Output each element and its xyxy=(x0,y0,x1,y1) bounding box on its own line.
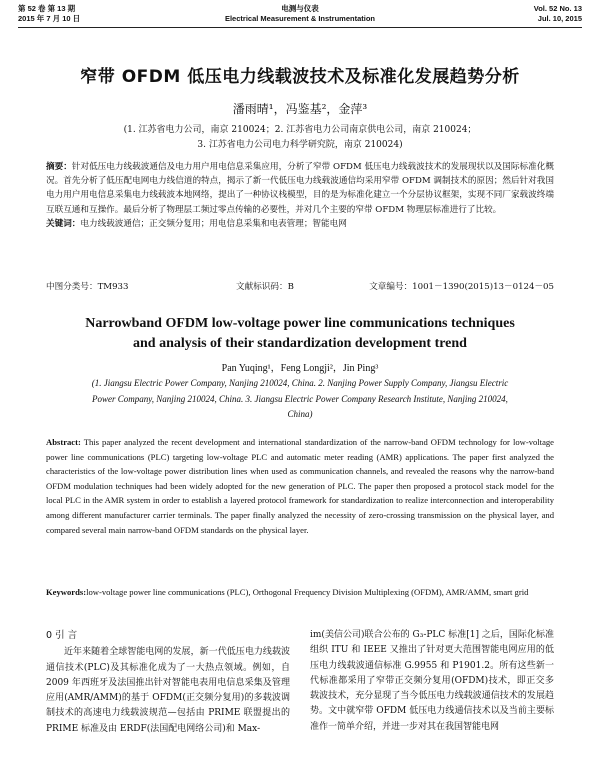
header-journal xyxy=(18,4,582,24)
paper-title-en-line2: and analysis of their standardization development trend xyxy=(133,336,467,351)
journal-name-en: Electrical Measurement & Instrumentation xyxy=(224,14,376,23)
abstract-en-text: This paper analyzed the recent development and international standardization of the narrow-band OFDM technology for low-voltage power line communications (PLC) targeting low-voltage PLC and automatic meter reading (AMR) applications. The paper first analyzed the characteristics of the low-voltage power distribution lines when used as communication channels, and revealed the reasons why the narrow-band OFDM modulation techniques had been widely adopted for the new generation of PLC. The paper then proposed a protocol stack model for the local PLC in the AMR system in order to establish a layered protocol framework for standardization to realize interconnection and interoperability among different manufacturer carrier terminals. The paper finally analyzed the necessity of zero-crossing transmission on the physical layer, and compared several main narrow-band OFDM standards on the physical layer. xyxy=(46,437,554,535)
classification-row xyxy=(46,280,554,292)
section-heading-introduction: 0 引 言 xyxy=(46,630,78,641)
keywords-en-label: Keywords: xyxy=(46,587,87,597)
paper-title-en-line1: Narrowband OFDM low-voltage power line communications techniques xyxy=(85,316,515,331)
abstract-en-label: Abstract: xyxy=(46,437,81,447)
clc-number: 中图分类号：TM933 xyxy=(46,282,129,292)
body-column-left xyxy=(46,628,290,737)
document-code: 文献标识码：B xyxy=(236,282,294,292)
abstract-en xyxy=(46,435,554,537)
affiliation-cn-line2: 3. 江苏省电力公司电力科学研究院，南京 210024) xyxy=(197,140,403,150)
keywords-en xyxy=(46,585,554,600)
keywords-en-text: low-voltage power line communications (PLC), Orthogonal Frequency Division Multiplexing (OFDM), AMR/AMM, smart grid xyxy=(86,587,529,597)
header-vol-en: Vol. 52 No. 13 xyxy=(533,4,582,13)
keywords-cn-text: 电力线载波通信；正交频分复用；用电信息采集和电表管理；智能电网 xyxy=(80,218,347,229)
body-column-right xyxy=(310,628,554,735)
header-date-cn: 2015 年 7 月 10 日 xyxy=(18,14,81,23)
article-number: 文章编号：1001－1390(2015)13－0124－05 xyxy=(369,282,554,292)
paper-title-cn: 窄带 OFDM 低压电力线载波技术及标准化发展趋势分析 xyxy=(80,67,520,87)
affiliation-en: (1. Jiangsu Electric Power Company, Nanjing 210024, China. 2. Nanjing Power Supply Company, Jiangsu Electric Power Company, Nanjing 210024, China. 3. Jiangsu Electric Power Company Research Institute, Nanjing 210024, China) xyxy=(91,378,509,419)
header-date-en: Jul. 10, 2015 xyxy=(537,14,582,23)
page-header xyxy=(18,4,582,26)
header-volume-issue: 第 52 卷 第 13 期 xyxy=(18,4,76,13)
keywords-cn-label: 关键词： xyxy=(46,218,81,229)
body-paragraph-right: im(美信公司)联合公布的 G₃-PLC 标准[1] 之后，国际化标准组织 ITU 和 IEEE 又推出了针对更大范围智能电网应用的低压电力线载波通信标准 G.9955 和 P1901.2。所有这些新一代标准都采用了窄带正交频分复用(OFDM)技术，即正交多载波技术，充分显现了当今低压电力线载波通信技术的发展趋势。文中就窄带 OFDM 低压电力线通信技术以及当前主要标准作一简单介绍，并进一步对其在我国智能电网 xyxy=(310,630,554,732)
authors-en: Pan Yuqing¹，Feng Longji²，Jin Ping³ xyxy=(221,363,379,374)
abstract-cn-text: 针对低压电力线载波通信及电力用户用电信息采集应用，分析了窄带 OFDM 低压电力线载波技术的发展现状以及国际标准化概况。首先分析了低压配电网电力线信道的特点，揭示了新一代低压电力线载波通信均采用窄带 OFDM 调制技术的原因；然后针对我国电力用户用电信息采集电力线载波本地网络，提出了一种协议栈模型，目的是为标准化建立一个分层协议框架，实现不同厂家载波终端互联互通和互操作。最后分析了物理层工频过零点传输的必要性，并对几个主要的窄带 OFDM 物理层标准进行了比较。 xyxy=(46,162,554,215)
body-paragraph-left: 近年来随着全球智能电网的发展，新一代低压电力线载波通信技术(PLC)及其标准化成为了一大热点领域。例如，自 2009 年西班牙及法国推出针对智能电表用电信息采集及管理应用(AMR/AMM)的基于 OFDM(正交频分复用)的多载波调制技术的高速电力线载波规范—包括由 PRIME 联盟提出的 PRIME 标准及由 ERDF(法国配电网络公司)和 Max- xyxy=(46,647,290,734)
abstract-cn xyxy=(46,160,554,231)
affiliation-cn-line1: (1. 江苏省电力公司，南京 210024；2. 江苏省电力公司南京供电公司，南京 210024； xyxy=(123,125,477,135)
header-issue-en xyxy=(534,4,582,24)
paper-title-en xyxy=(0,314,600,354)
header-divider xyxy=(18,27,582,28)
journal-name-cn: 电测与仪表 xyxy=(281,4,319,13)
authors-cn: 潘雨晴¹，冯鉴基²，金萍³ xyxy=(232,102,368,116)
abstract-cn-label: 摘要： xyxy=(46,162,72,172)
